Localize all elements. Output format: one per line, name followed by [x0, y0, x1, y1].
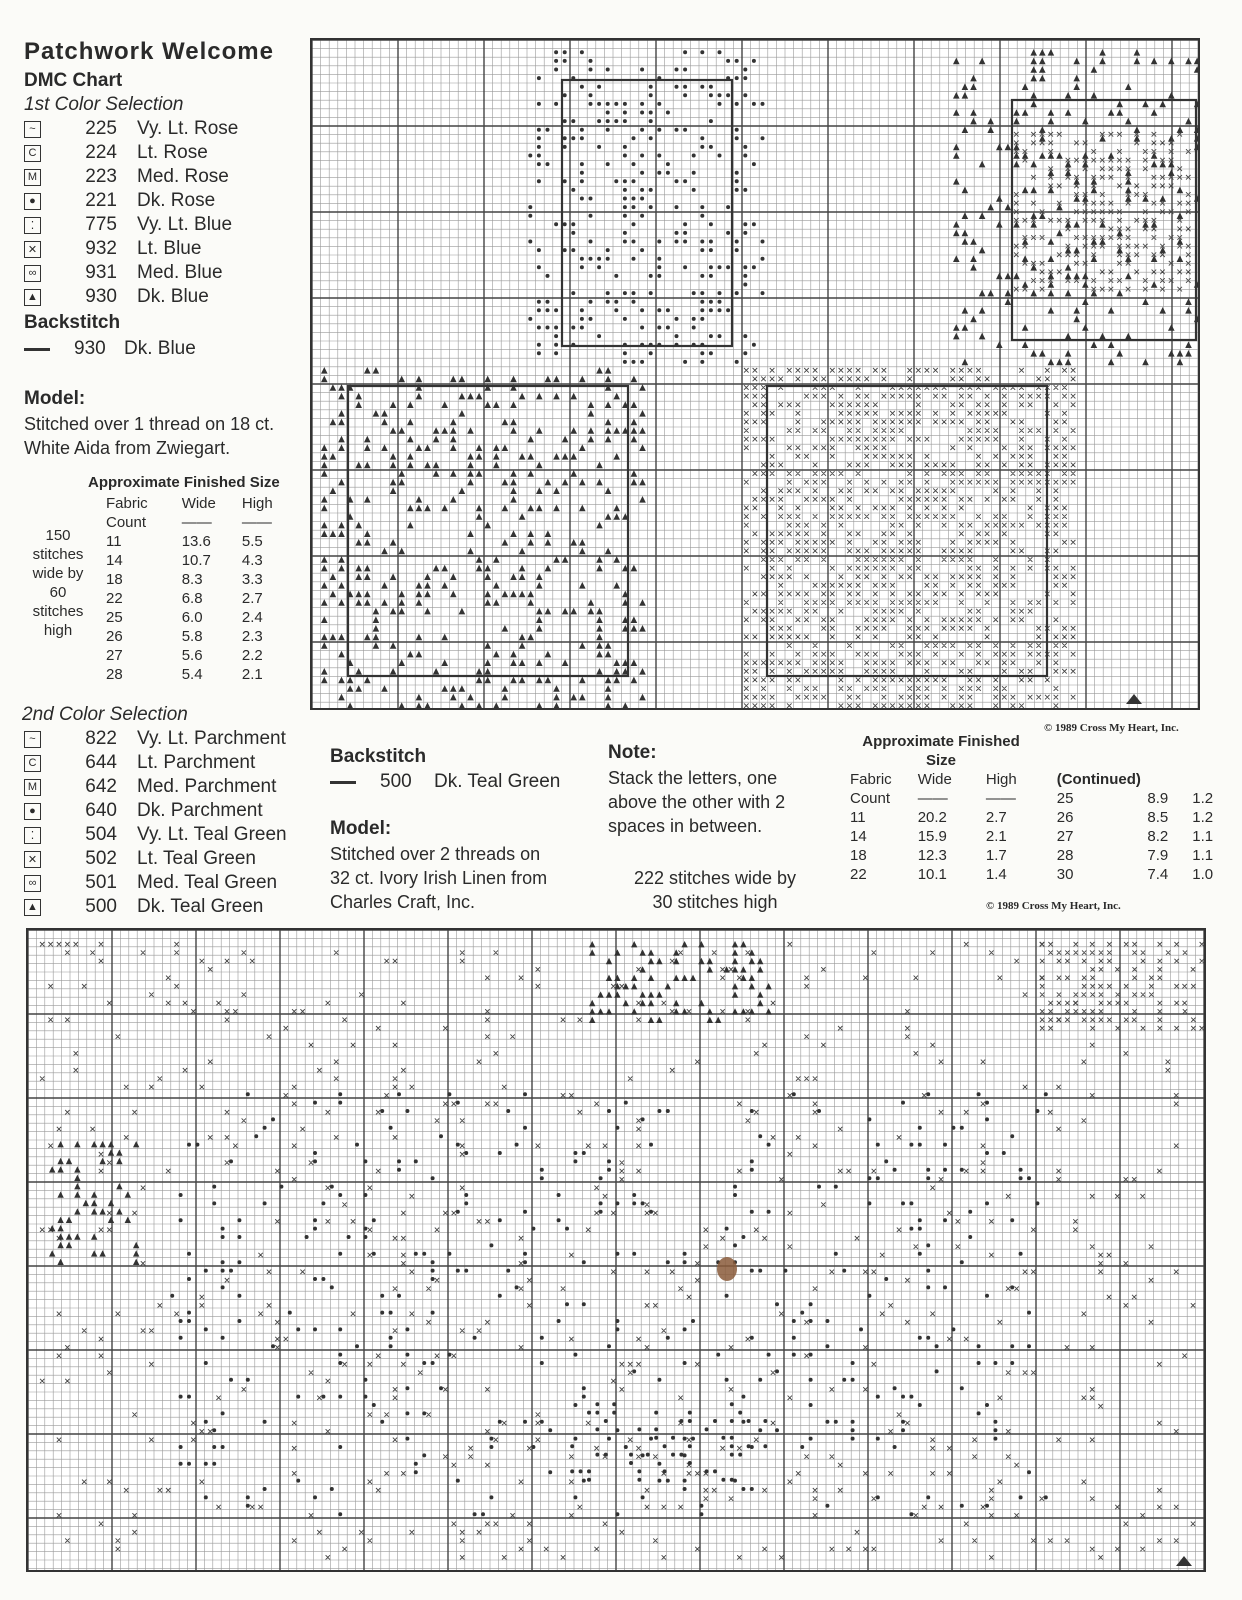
- model-text: [330, 842, 547, 914]
- backstitch-row: [330, 770, 560, 794]
- dmc-code: 930: [85, 286, 117, 307]
- legend-row: [24, 189, 238, 213]
- size-heading-line: Size: [925, 752, 956, 769]
- legend-row: [24, 895, 287, 919]
- paper-stain: [717, 1257, 737, 1281]
- table-row: 11 13.6 5.5: [106, 533, 263, 550]
- color-name: Lt. Teal Green: [137, 848, 257, 869]
- bottom-flower-stitches: [570, 1402, 767, 1482]
- table-row: 11 20.2 2.7 26 8.5 1.2: [850, 809, 1214, 826]
- note-line: 150: [45, 527, 71, 544]
- symbol-box: ●: [24, 803, 41, 820]
- dmc-code: 931: [85, 262, 117, 283]
- symbol-box: ⁚: [24, 217, 41, 234]
- note-line: high: [43, 622, 73, 639]
- backstitch-line-icon: [330, 781, 356, 784]
- dmc-code: 225: [85, 118, 117, 139]
- table-row: 14 15.9 2.1 27 8.2 1.1: [850, 828, 1214, 845]
- letter-e-stitches: [528, 50, 764, 364]
- dmc-code: 501: [85, 872, 117, 893]
- table-row: 26 5.8 2.3: [106, 628, 263, 645]
- legend-row: [24, 847, 287, 871]
- model-line: Charles Craft, Inc.: [330, 892, 476, 912]
- table-row: 18 12.3 1.7 28 7.9 1.1: [850, 847, 1214, 864]
- symbol-box: M: [24, 169, 41, 186]
- legend-row: [24, 261, 238, 285]
- color-name: Lt. Rose: [137, 142, 208, 163]
- legend-row: [24, 751, 287, 775]
- symbol-box: ~: [24, 121, 41, 138]
- backstitch-heading: Backstitch: [330, 746, 427, 767]
- dmc-code: 822: [85, 728, 117, 749]
- symbol-box: ▲: [24, 899, 41, 916]
- pattern-outline-stitches: [40, 942, 1195, 1560]
- note-line: spaces in between.: [608, 816, 763, 836]
- symbol-box: ▲: [24, 289, 41, 306]
- stitch-line: 222 stitches wide by: [633, 868, 797, 888]
- dmc-code: 223: [85, 166, 117, 187]
- table-row: 25 6.0 2.4: [106, 609, 263, 626]
- dmc-code: 221: [85, 190, 117, 211]
- table-row: 28 5.4 2.1: [106, 666, 263, 683]
- col-header: Wide: [181, 495, 216, 512]
- center-marker-icon: [1176, 1556, 1192, 1566]
- symbol-box: ●: [24, 193, 41, 210]
- color-name: Med. Rose: [137, 166, 229, 187]
- legend-row: [24, 727, 287, 751]
- symbol-box: M: [24, 779, 41, 796]
- note-line: wide by: [32, 565, 84, 582]
- page-title: Patchwork Welcome: [24, 38, 274, 65]
- model-heading: Model:: [330, 818, 392, 839]
- symbol-box: ~: [24, 731, 41, 748]
- model-text: White Aida from Zwiegart.: [24, 438, 231, 458]
- col-header: High: [985, 771, 1017, 788]
- legend-row: [24, 237, 238, 261]
- legend-row: [24, 141, 238, 165]
- table-row: 18 8.3 3.3: [106, 571, 263, 588]
- color-name: Dk. Rose: [137, 190, 216, 211]
- letter-c-stitches: [953, 49, 1198, 365]
- size-heading: Approximate Finished Size: [88, 474, 280, 491]
- model-text: Stitched over 1 thread on 18 ct.: [24, 414, 275, 434]
- second-color-legend: [24, 727, 287, 919]
- color-name: Lt. Parchment: [137, 752, 256, 773]
- size-table-1: Fabric Wide High Count —— —— 11 13.6 5.5 14 10.7 4.3 18 8.3 3.3 22 6.8 2.7 25 6.0 2.4 26 5.8 2.3 27 5.6 2.2 28 5.4 2.1: [102, 494, 277, 684]
- size-heading-line: Approximate Finished: [862, 733, 1020, 750]
- note-text: [608, 766, 785, 838]
- color-name: Lt. Blue: [137, 238, 202, 259]
- dmc-code: 224: [85, 142, 117, 163]
- symbol-box: C: [24, 755, 41, 772]
- symbol-box: ∞: [24, 875, 41, 892]
- legend-row: [24, 799, 287, 823]
- note-line: stitches: [32, 546, 84, 563]
- stitch-count-note: [28, 526, 88, 640]
- legend-row: [24, 871, 287, 895]
- first-selection-heading: 1st Color Selection: [24, 94, 184, 115]
- first-color-legend: [24, 117, 238, 309]
- legend-row: [24, 823, 287, 847]
- color-name: Dk. Blue: [137, 286, 209, 307]
- color-name: Med. Teal Green: [137, 872, 278, 893]
- col-header: Wide: [917, 771, 952, 788]
- legend-row: [24, 165, 238, 189]
- note-line: stitches: [32, 603, 84, 620]
- color-name: Vy. Lt. Teal Green: [137, 824, 287, 845]
- size-heading: [846, 732, 1036, 770]
- col-header: Fabric: [106, 495, 148, 512]
- dmc-code: 775: [85, 214, 117, 235]
- model-line: 32 ct. Ivory Irish Linen from: [330, 868, 548, 888]
- chart-name: DMC Chart: [24, 70, 123, 91]
- pattern-star-stitches: [170, 1092, 1048, 1516]
- dmc-code: 642: [85, 776, 117, 797]
- dmc-code: 502: [85, 848, 117, 869]
- color-name: Dk. Parchment: [137, 800, 263, 821]
- backstitch-line-icon: [24, 348, 50, 351]
- stitch-grid-top: [312, 40, 1198, 708]
- stitch-line: 30 stitches high: [652, 892, 778, 912]
- dmc-code: 644: [85, 752, 117, 773]
- note-line: 60: [49, 584, 67, 601]
- color-name: Dk. Teal Green: [137, 896, 264, 917]
- col-header: Count: [850, 790, 891, 807]
- color-name: Med. Blue: [137, 262, 223, 283]
- color-name: Dk. Blue: [124, 338, 196, 359]
- color-name: Vy. Lt. Blue: [137, 214, 233, 235]
- cross-stitch-chart-top: [310, 38, 1200, 710]
- symbol-box: ⁚: [24, 827, 41, 844]
- note-line: above the other with 2: [608, 792, 786, 812]
- table-row: 22 6.8 2.7: [106, 590, 263, 607]
- col-header: Fabric: [850, 771, 892, 788]
- legend-row: [24, 213, 238, 237]
- size-table-2: Fabric Wide High (Continued) Count —— —— 25 8.9 1.2 11 20.2 2.7 26 8.5 1.2 14 15.9 2.1 27 8.2 1.1 18 12.3 1.7 28 7.9 1.1 22 10.1 1.4 30 7.4 1.0: [846, 770, 1217, 884]
- left-flower-stitches: [49, 1141, 139, 1265]
- note-line: Stack the letters, one: [608, 768, 778, 788]
- dmc-code: 640: [85, 800, 117, 821]
- symbol-box: ∞: [24, 265, 41, 282]
- dmc-code: 500: [380, 771, 412, 792]
- copyright: © 1989 Cross My Heart, Inc.: [986, 900, 1121, 912]
- table-row: 27 5.6 2.2: [106, 647, 263, 664]
- cross-stitch-chart-bottom: [26, 928, 1206, 1572]
- color-name: Vy. Lt. Parchment: [137, 728, 286, 749]
- color-name: Med. Parchment: [137, 776, 277, 797]
- second-selection-heading: 2nd Color Selection: [22, 704, 188, 725]
- legend-row: [24, 775, 287, 799]
- symbol-box: C: [24, 145, 41, 162]
- symbol-box: ✕: [24, 241, 41, 258]
- stitch-grid-bottom: [28, 930, 1204, 1570]
- letter-w-outline: [348, 386, 628, 676]
- dmc-code: 504: [85, 824, 117, 845]
- col-header: Count: [106, 514, 147, 531]
- letter-l-outline: [767, 386, 1047, 676]
- backstitch-heading: Backstitch: [24, 312, 121, 333]
- model-line: Stitched over 2 threads on: [330, 844, 541, 864]
- dmc-code: 500: [85, 896, 117, 917]
- color-name: Vy. Lt. Rose: [137, 118, 239, 139]
- stitch-count: [620, 866, 810, 914]
- col-header: High: [241, 495, 273, 512]
- table-row: 22 10.1 1.4 30 7.4 1.0: [850, 866, 1214, 883]
- legend-row: [24, 285, 238, 309]
- dmc-code: 930: [74, 338, 106, 359]
- dmc-code: 932: [85, 238, 117, 259]
- symbol-box: ✕: [24, 851, 41, 868]
- legend-row: [24, 117, 238, 141]
- note-heading: Note:: [608, 742, 657, 763]
- table-row: 14 10.7 4.3: [106, 552, 263, 569]
- backstitch-row: [24, 337, 196, 361]
- model-heading: Model:: [24, 388, 86, 409]
- continued-label: (Continued): [1056, 771, 1141, 788]
- color-name: Dk. Teal Green: [434, 771, 561, 792]
- center-marker-icon: [1126, 694, 1142, 704]
- grid-lines: [312, 40, 1198, 708]
- copyright: © 1989 Cross My Heart, Inc.: [1044, 722, 1179, 734]
